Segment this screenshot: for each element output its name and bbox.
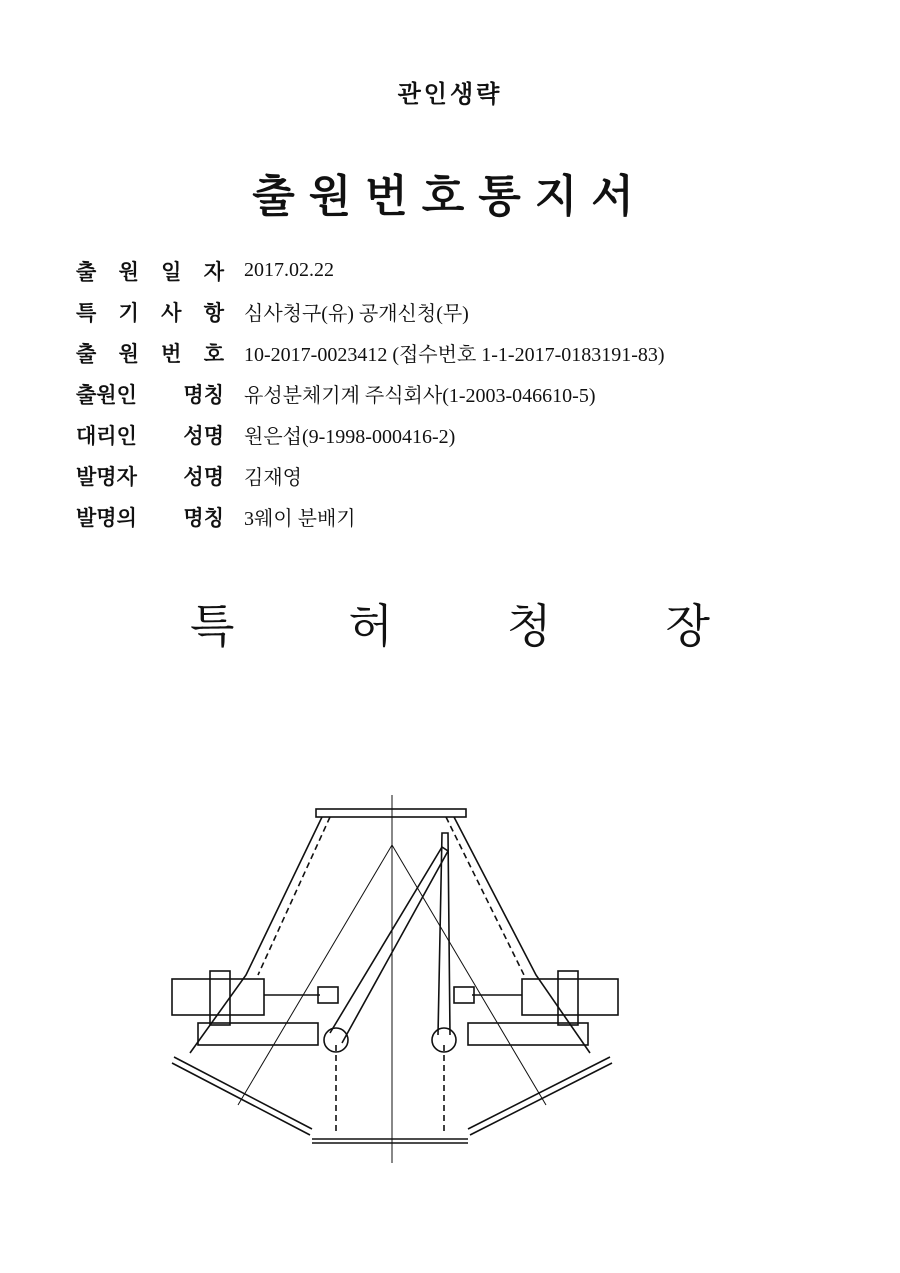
top-flange xyxy=(316,809,466,817)
hopper-body xyxy=(190,817,590,1053)
left-flap xyxy=(330,847,448,1043)
office-char: 청 xyxy=(507,599,552,653)
field-label: 출 원 번 호 xyxy=(76,341,224,366)
field-row-invention-title xyxy=(76,496,796,537)
field-row-agent-name xyxy=(76,414,796,455)
field-value: 유성분체기계 주식회사(1-2003-046610-5) xyxy=(244,385,596,407)
field-value: 원은섭(9-1998-000416-2) xyxy=(244,426,456,448)
field-row-application-number xyxy=(76,332,796,373)
right-flap xyxy=(438,833,450,1035)
field-label: 발명의 명칭 xyxy=(76,505,224,530)
office-signature xyxy=(190,590,710,656)
document-title: 출원번호통지서 xyxy=(252,171,648,222)
field-label: 대리인 성명 xyxy=(76,423,224,448)
office-char: 장 xyxy=(665,599,710,653)
field-value: 10-2017-0023412 (접수번호 1-1-2017-0183191-83) xyxy=(244,344,665,366)
header-note: 관인생략 xyxy=(397,80,503,108)
office-char: 허 xyxy=(348,599,393,653)
info-table xyxy=(76,250,796,537)
left-base-rail xyxy=(198,1023,318,1045)
field-label: 출원인 명칭 xyxy=(76,382,224,407)
left-cylinder xyxy=(172,979,264,1015)
invention-drawing xyxy=(150,795,770,1175)
field-label: 발명자 성명 xyxy=(76,464,224,489)
field-row-filing-date xyxy=(76,250,796,291)
field-value: 김재영 xyxy=(244,467,302,489)
right-base-rail xyxy=(468,1023,588,1045)
field-value: 3웨이 분배기 xyxy=(244,508,356,530)
field-value: 2017.02.22 xyxy=(244,259,334,281)
field-label: 특 기 사 항 xyxy=(76,300,224,325)
office-char: 특 xyxy=(190,599,235,653)
field-row-special-notes xyxy=(76,291,796,332)
field-row-applicant-name xyxy=(76,373,796,414)
field-row-inventor-name xyxy=(76,455,796,496)
right-cylinder xyxy=(522,979,618,1015)
field-value: 심사청구(유) 공개신청(무) xyxy=(244,303,469,325)
field-label: 출 원 일 자 xyxy=(76,259,224,284)
